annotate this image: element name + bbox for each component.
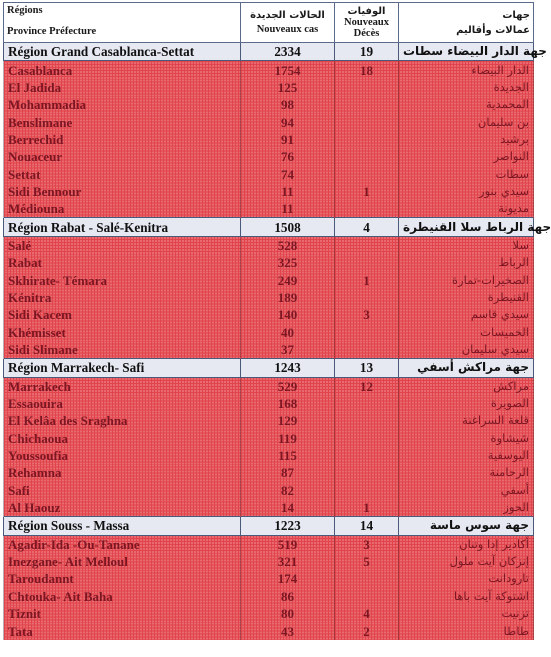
province-deaths [335, 254, 399, 271]
header-arabic-regions [399, 3, 534, 43]
province-deaths: 1 [335, 271, 399, 288]
province-cases: 249 [241, 271, 335, 288]
table-row [4, 395, 534, 412]
province-deaths [335, 570, 399, 587]
table-row [4, 96, 534, 113]
region-cases: 2334 [241, 43, 335, 61]
province-name-ar: مديونة [399, 200, 534, 218]
header-deaths-ar: الوفيات [347, 6, 386, 17]
province-name: Rehamna [4, 464, 241, 481]
province-name: Salé [4, 236, 241, 254]
province-cases: 86 [241, 588, 335, 605]
province-deaths [335, 482, 399, 499]
province-cases: 82 [241, 482, 335, 499]
province-cases: 125 [241, 79, 335, 96]
province-name: El Kelâa des Sraghna [4, 412, 241, 429]
region-deaths: 14 [335, 517, 399, 535]
province-deaths [335, 430, 399, 447]
province-name-ar: سيدي بنور [399, 183, 534, 200]
province-deaths: 5 [335, 553, 399, 570]
region-row [4, 43, 534, 61]
header-row [4, 3, 534, 43]
province-name-ar: الصخيرات-تمارة [399, 271, 534, 288]
province-deaths [335, 324, 399, 341]
province-cases: 98 [241, 96, 335, 113]
table-row [4, 588, 534, 605]
province-name-ar: الرباط [399, 254, 534, 271]
province-deaths [335, 131, 399, 148]
province-name-ar: برشيد [399, 131, 534, 148]
province-name: Khémisset [4, 324, 241, 341]
province-cases: 37 [241, 341, 335, 359]
province-name-ar: بن سليمان [399, 113, 534, 130]
province-cases: 325 [241, 254, 335, 271]
province-name: Kénitra [4, 289, 241, 306]
table-row [4, 306, 534, 323]
province-cases: 119 [241, 430, 335, 447]
region-name-ar: جهة مراكش أسفي [399, 359, 534, 377]
table-row [4, 464, 534, 481]
header-region-province [4, 3, 241, 43]
province-name: Al Haouz [4, 499, 241, 517]
region-deaths: 19 [335, 43, 399, 61]
province-name-ar: شيشاوة [399, 430, 534, 447]
table-row [4, 377, 534, 395]
province-deaths [335, 79, 399, 96]
province-name: Sidi Kacem [4, 306, 241, 323]
province-cases: 11 [241, 200, 335, 218]
province-name: Berrechid [4, 131, 241, 148]
province-name-ar: الرحامنة [399, 464, 534, 481]
province-cases: 321 [241, 553, 335, 570]
province-deaths [335, 395, 399, 412]
table-row [4, 341, 534, 359]
header-regions-label: Régions [7, 5, 43, 16]
province-cases: 174 [241, 570, 335, 587]
table-row [4, 570, 534, 587]
province-cases: 43 [241, 622, 335, 639]
province-deaths: 3 [335, 306, 399, 323]
table-row [4, 113, 534, 130]
province-name: Safi [4, 482, 241, 499]
table-row [4, 236, 534, 254]
province-cases: 87 [241, 464, 335, 481]
province-name-ar: تارودانت [399, 570, 534, 587]
province-name: Settat [4, 165, 241, 182]
province-name-ar: قلعة السراغنة [399, 412, 534, 429]
region-deaths: 4 [335, 218, 399, 236]
province-name-ar: المحمدية [399, 96, 534, 113]
region-cases: 1243 [241, 359, 335, 377]
table-row [4, 61, 534, 79]
province-name-ar: القنيطرة [399, 289, 534, 306]
table-row [4, 535, 534, 553]
province-cases: 14 [241, 499, 335, 517]
province-deaths [335, 447, 399, 464]
table-row [4, 499, 534, 517]
province-name: Tiznit [4, 605, 241, 622]
province-deaths [335, 464, 399, 481]
province-name-ar: الحوز [399, 499, 534, 517]
covid-cases-table [3, 2, 551, 640]
province-deaths: 2 [335, 622, 399, 639]
province-cases: 94 [241, 113, 335, 130]
region-row [4, 359, 534, 377]
province-deaths [335, 289, 399, 306]
province-name-ar: سيدي قاسم [399, 306, 534, 323]
province-name-ar: الخميسات [399, 324, 534, 341]
region-name-ar: جهة سوس ماسة [399, 517, 534, 535]
province-cases: 519 [241, 535, 335, 553]
province-name: Sidi Slimane [4, 341, 241, 359]
province-cases: 529 [241, 377, 335, 395]
province-cases: 140 [241, 306, 335, 323]
header-new-deaths [335, 3, 399, 43]
region-name-ar: جهة الرباط سلا القنيطرة [399, 218, 534, 236]
table-row [4, 430, 534, 447]
province-deaths [335, 96, 399, 113]
province-name-ar: اشتوكة آيت باها [399, 588, 534, 605]
province-cases: 91 [241, 131, 335, 148]
province-name: Médiouna [4, 200, 241, 218]
region-name-ar: جهة الدار البيضاء سطات [399, 43, 534, 61]
table-row [4, 165, 534, 182]
table-row [4, 605, 534, 622]
province-cases: 528 [241, 236, 335, 254]
table-row [4, 289, 534, 306]
table-row [4, 271, 534, 288]
table-row [4, 183, 534, 200]
table-row [4, 148, 534, 165]
province-name: Mohammadia [4, 96, 241, 113]
region-row [4, 517, 534, 535]
province-name-ar: اليوسفية [399, 447, 534, 464]
province-deaths: 3 [335, 535, 399, 553]
province-deaths [335, 148, 399, 165]
province-name-ar: الدار البيضاء [399, 61, 534, 79]
province-cases: 40 [241, 324, 335, 341]
province-name: Essaouira [4, 395, 241, 412]
province-cases: 189 [241, 289, 335, 306]
province-deaths [335, 200, 399, 218]
province-deaths: 12 [335, 377, 399, 395]
province-name: El Jadida [4, 79, 241, 96]
province-name: Agadir-Ida -Ou-Tanane [4, 535, 241, 553]
province-name-ar: الجديدة [399, 79, 534, 96]
province-name: Nouaceur [4, 148, 241, 165]
table-row [4, 200, 534, 218]
table-row [4, 447, 534, 464]
province-cases: 11 [241, 183, 335, 200]
region-name: Région Souss - Massa [4, 517, 241, 535]
province-deaths: 18 [335, 61, 399, 79]
province-name: Skhirate- Témara [4, 271, 241, 288]
province-name: Marrakech [4, 377, 241, 395]
region-name: Région Rabat - Salé-Kenitra [4, 218, 241, 236]
province-name: Chtouka- Ait Baha [4, 588, 241, 605]
province-deaths: 4 [335, 605, 399, 622]
province-cases: 74 [241, 165, 335, 182]
province-deaths: 1 [335, 499, 399, 517]
province-deaths [335, 113, 399, 130]
header-provinces-ar: عمالات وأقاليم [456, 24, 530, 36]
region-deaths: 13 [335, 359, 399, 377]
province-deaths: 1 [335, 183, 399, 200]
province-name-ar: سلا [399, 236, 534, 254]
table-row [4, 131, 534, 148]
province-name-ar: أكادير إدا وتنان [399, 535, 534, 553]
province-name-ar: النواصر [399, 148, 534, 165]
province-name-ar: سطات [399, 165, 534, 182]
province-cases: 168 [241, 395, 335, 412]
province-cases: 76 [241, 148, 335, 165]
header-cases-fr: Nouveaux cas [256, 24, 319, 35]
province-name: Chichaoua [4, 430, 241, 447]
province-deaths [335, 412, 399, 429]
province-name-ar: الصويرة [399, 395, 534, 412]
province-name: Rabat [4, 254, 241, 271]
province-name: Taroudannt [4, 570, 241, 587]
province-name-ar: أسفي [399, 482, 534, 499]
header-regions-ar: جهات [502, 9, 530, 21]
region-name: Région Grand Casablanca-Settat [4, 43, 241, 61]
table-row [4, 482, 534, 499]
province-name: Benslimane [4, 113, 241, 130]
province-name-ar: مراكش [399, 377, 534, 395]
province-name: Inezgane- Ait Melloul [4, 553, 241, 570]
table-row [4, 622, 534, 639]
province-cases: 80 [241, 605, 335, 622]
province-name: Sidi Bennour [4, 183, 241, 200]
table-row [4, 553, 534, 570]
province-name: Youssoufia [4, 447, 241, 464]
province-cases: 129 [241, 412, 335, 429]
table-row [4, 79, 534, 96]
header-deaths-fr: Nouveaux Décès [344, 17, 389, 39]
region-row [4, 218, 534, 236]
province-deaths [335, 165, 399, 182]
table-row [4, 324, 534, 341]
region-name: Région Marrakech- Safi [4, 359, 241, 377]
header-new-cases [241, 3, 335, 43]
table-row [4, 412, 534, 429]
province-name-ar: طاطا [399, 622, 534, 639]
province-cases: 115 [241, 447, 335, 464]
province-name-ar: تزنيت [399, 605, 534, 622]
province-name-ar: سيدي سليمان [399, 341, 534, 359]
province-deaths [335, 588, 399, 605]
province-name: Casablanca [4, 61, 241, 79]
header-province-label: Province Préfecture [7, 26, 97, 37]
province-name-ar: إنزكان آيت ملول [399, 553, 534, 570]
region-cases: 1223 [241, 517, 335, 535]
header-cases-ar: الحالات الجديدة [250, 10, 325, 21]
table-row [4, 254, 534, 271]
province-cases: 1754 [241, 61, 335, 79]
province-name: Tata [4, 622, 241, 639]
province-deaths [335, 236, 399, 254]
province-deaths [335, 341, 399, 359]
region-cases: 1508 [241, 218, 335, 236]
